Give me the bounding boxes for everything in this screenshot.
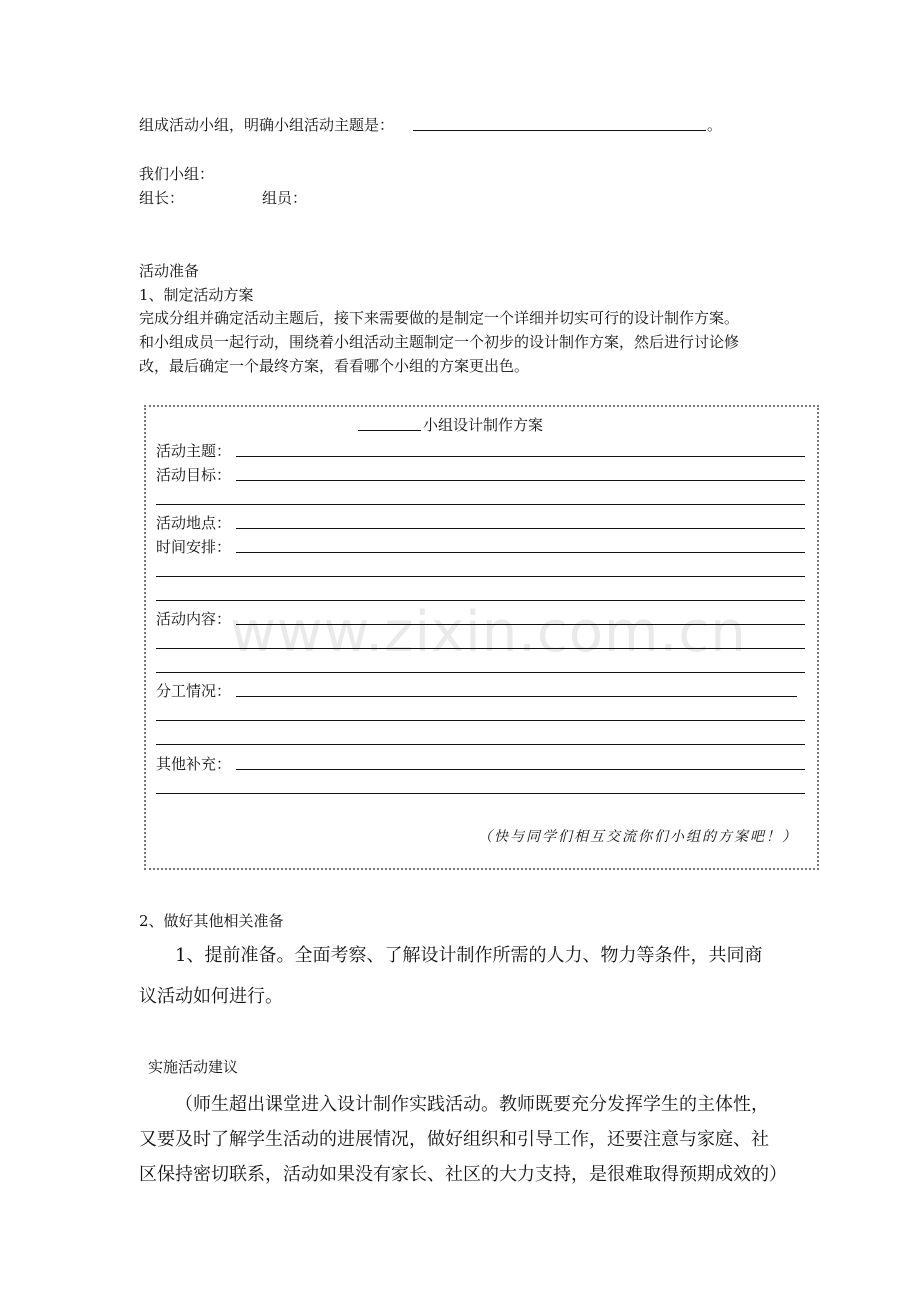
prep2-title: 2、做好其他相关准备 [139,912,284,930]
members-label: 组员： [262,189,308,207]
implement-heading: 实施活动建议 [148,1058,239,1076]
topic-blank-line[interactable] [413,130,706,131]
group-label: 我们小组： [139,165,215,183]
field-other-label: 其他补充： [156,755,232,773]
implement-line3: 区保持密切联系，活动如果没有家长、社区的大力支持，是很难取得预期成效的） [139,1164,787,1185]
prep-item1-title: 1、制定活动方案 [139,286,254,304]
field-division-line-2[interactable] [156,720,805,721]
field-theme-line[interactable] [236,456,805,457]
topic-label: 组成活动小组，明确小组活动主题是： [139,116,395,134]
field-other-line[interactable] [236,769,805,770]
field-theme-label: 活动主题： [156,442,232,460]
field-division-line[interactable] [236,696,797,697]
field-content-line-2[interactable] [156,648,805,649]
field-other-line-2[interactable] [156,793,805,794]
implement-line1: （师生超出课堂进入设计制作实践活动。教师既要充分发挥学生的主体性， [175,1094,769,1115]
field-schedule-label: 时间安排： [156,538,232,556]
field-schedule-line-3[interactable] [156,600,805,601]
field-content-label: 活动内容： [156,610,232,628]
prep-paragraph-line1: 完成分组并确定活动主题后，接下来需要做的是制定一个详细并切实可行的设计制作方案。 [139,309,740,327]
watermark: www.zixin.com.cn [230,600,747,665]
prep-heading: 活动准备 [139,262,200,280]
leader-label: 组长： [139,189,185,207]
prep2-line1: 1、提前准备。全面考察、了解设计制作所需的人力、物力等条件，共同商 [175,945,763,966]
prep-paragraph-line2: 和小组成员一起行动，围绕着小组活动主题制定一个初步的设计制作方案，然后进行讨论修 [139,333,740,351]
field-schedule-line-2[interactable] [156,576,805,577]
field-place-line[interactable] [236,528,805,529]
field-division-label: 分工情况： [156,682,232,700]
plan-form-title: 小组设计制作方案 [423,416,544,434]
field-place-label: 活动地点： [156,514,232,532]
prep-paragraph-line3: 改，最后确定一个最终方案，看看哪个小组的方案更出色。 [139,357,530,375]
implement-line2: 又要及时了解学生活动的进展情况，做好组织和引导工作，还要注意与家庭、社 [139,1129,769,1150]
field-goal-line-2[interactable] [156,504,805,505]
field-content-line-3[interactable] [156,672,805,673]
topic-end-mark: 。 [707,116,723,134]
group-name-blank[interactable] [358,430,421,431]
plan-form-note: （快与同学们相互交流你们小组的方案吧！） [478,829,798,845]
prep2-line2: 议活动如何进行。 [139,986,283,1007]
field-schedule-line[interactable] [236,552,805,553]
field-content-line[interactable] [236,624,805,625]
field-division-line-3[interactable] [156,744,805,745]
field-goal-label: 活动目标： [156,466,232,484]
field-goal-line[interactable] [236,480,805,481]
